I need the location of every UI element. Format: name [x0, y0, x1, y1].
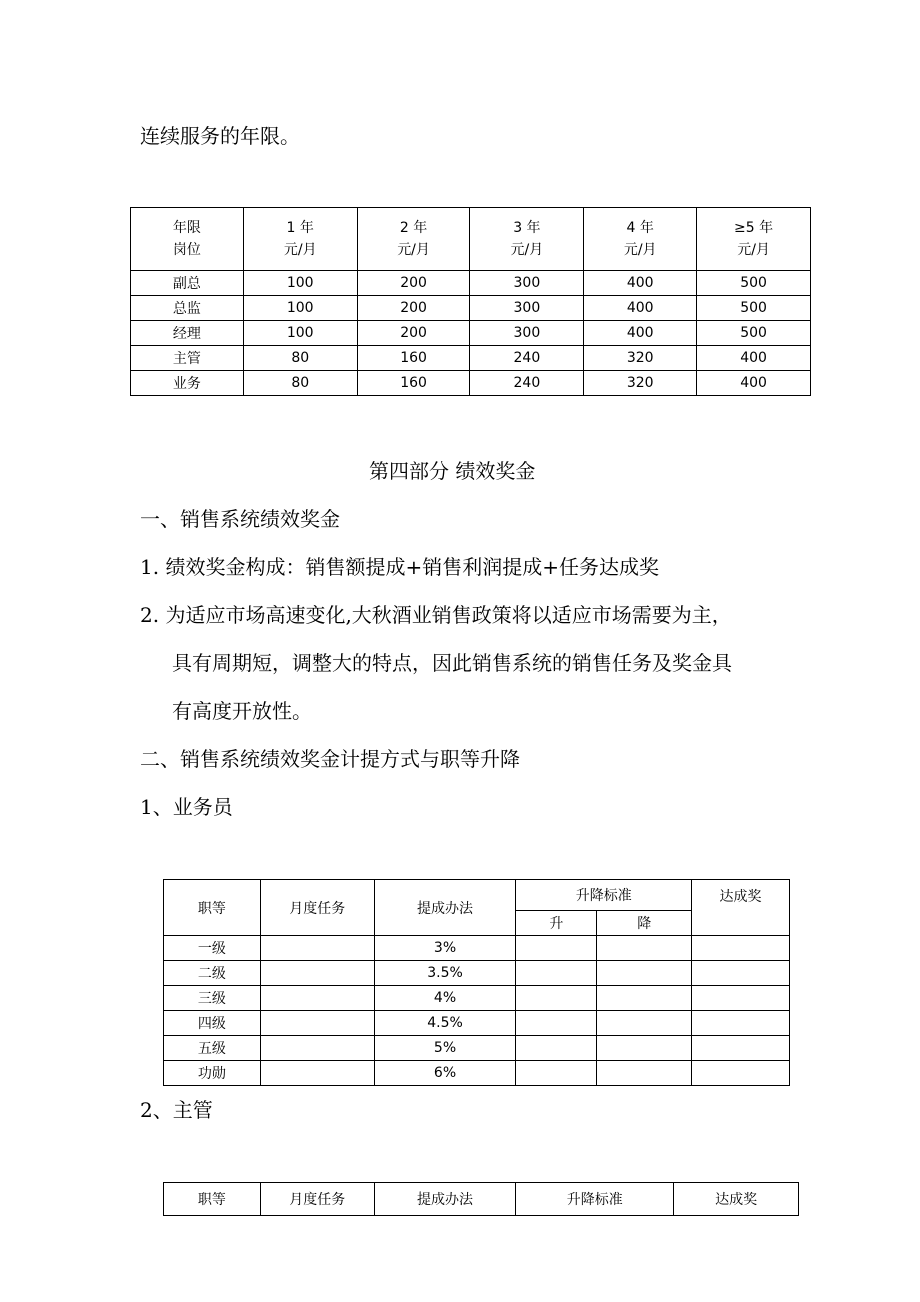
- header-bonus: 达成奖: [674, 1183, 799, 1216]
- table-row: 二级 3.5%: [164, 961, 790, 986]
- header-monthly-task: 月度任务: [260, 1183, 374, 1216]
- table-row: 副总 100 200 300 400 500: [131, 271, 811, 296]
- header-cell-year1: 1 年 元/月: [243, 208, 357, 271]
- table-row: 一级 3%: [164, 936, 790, 961]
- salesman-grade-table: [163, 879, 790, 1086]
- table-row: 总监 100 200 300 400 500: [131, 296, 811, 321]
- header-bonus: 达成奖: [692, 880, 790, 936]
- header-cell-corner: 年限 岗位: [131, 208, 244, 271]
- seniority-allowance-table: [130, 207, 811, 396]
- header-up: 升: [516, 911, 597, 936]
- header-cell-year5plus: ≥5 年 元/月: [697, 208, 811, 271]
- subheading-supervisor: 2、主管: [140, 1098, 213, 1122]
- heading-commission-method: 二、销售系统绩效奖金计提方式与职等升降: [140, 747, 520, 771]
- salesman-table-header: [164, 880, 790, 911]
- table-row: 四级 4.5%: [164, 1011, 790, 1036]
- heading-sales-bonus: 一、销售系统绩效奖金: [140, 507, 340, 531]
- subheading-salesman: 1、业务员: [140, 795, 233, 819]
- supervisor-grade-table: [163, 1182, 799, 1216]
- list-item-bonus-composition: 1. 绩效奖金构成：销售额提成+销售利润提成+任务达成奖: [140, 555, 659, 579]
- header-monthly-task: 月度任务: [260, 880, 374, 936]
- header-cell-year4: 4 年 元/月: [584, 208, 697, 271]
- header-grade: 职等: [164, 1183, 261, 1216]
- header-cell-year2: 2 年 元/月: [357, 208, 470, 271]
- header-commission: 提成办法: [374, 1183, 516, 1216]
- header-promotion: 升降标准: [516, 1183, 674, 1216]
- list-item-policy-line2: 具有周期短，调整大的特点，因此销售系统的销售任务及奖金具: [172, 651, 732, 675]
- list-item-policy-line3: 有高度开放性。: [172, 699, 312, 723]
- section-title: 第四部分 绩效奖金: [369, 459, 536, 483]
- supervisor-table-header: [164, 1183, 799, 1216]
- header-cell-year3: 3 年 元/月: [470, 208, 584, 271]
- list-item-policy-line1: 2. 为适应市场高速变化,大秋酒业销售政策将以适应市场需要为主，: [140, 603, 732, 627]
- seniority-table-header: [131, 208, 811, 271]
- header-promotion: 升降标准: [516, 880, 692, 911]
- table-row: 五级 5%: [164, 1036, 790, 1061]
- table-row: 三级 4%: [164, 986, 790, 1011]
- table-row: 业务 80 160 240 320 400: [131, 371, 811, 396]
- table-row: 主管 80 160 240 320 400: [131, 346, 811, 371]
- table-row: 功勋 6%: [164, 1061, 790, 1086]
- table-row: 经理 100 200 300 400 500: [131, 321, 811, 346]
- intro-line: 连续服务的年限。: [140, 124, 300, 148]
- header-grade: 职等: [164, 880, 261, 936]
- header-commission: 提成办法: [374, 880, 516, 936]
- header-down: 降: [597, 911, 692, 936]
